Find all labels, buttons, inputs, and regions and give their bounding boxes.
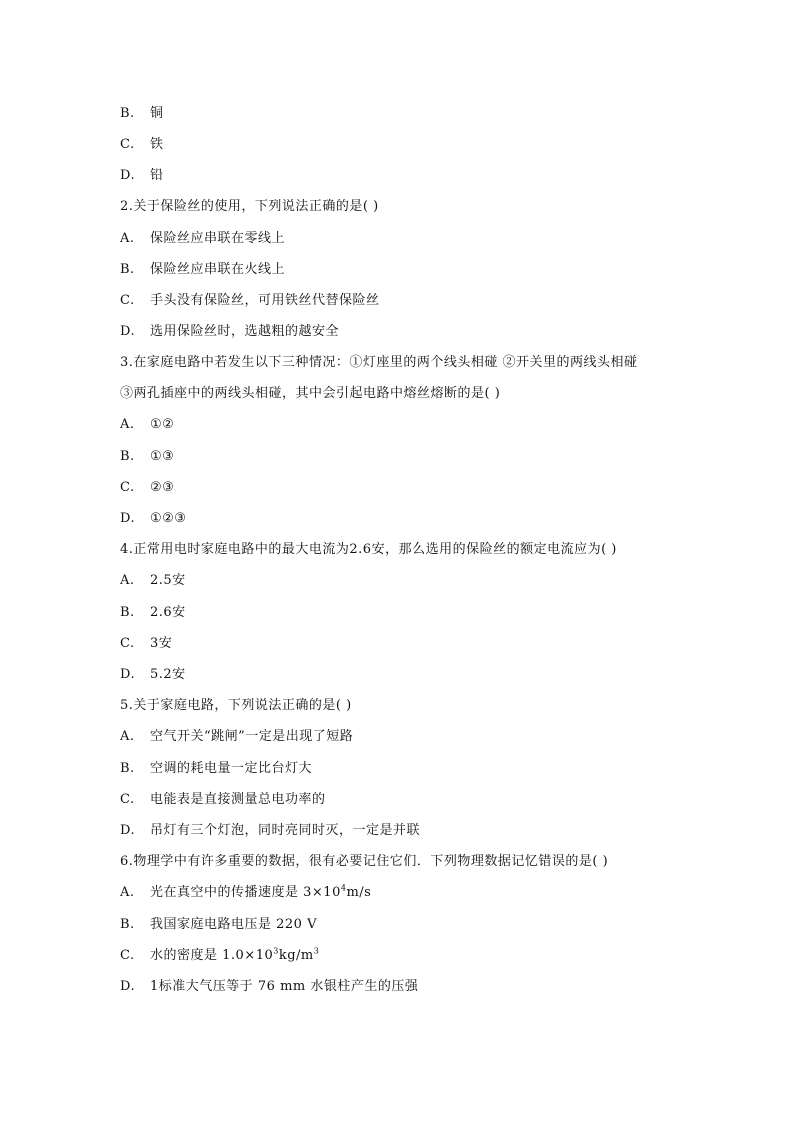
q5-stem [120,698,352,714]
question-text: 6.物理学中有许多重要的数据，很有必要记住它们．下列物理数据记忆错误的是( ) [120,854,609,869]
q6-option-c [120,948,319,964]
option-text-pre: 水的密度是 1.0×10 [150,948,274,963]
q2-option-c [120,293,380,309]
q3-stem-line2 [120,386,500,402]
option-text-post: m/s [346,885,372,900]
question-text: 2.关于保险丝的使用，下列说法正确的是( ) [120,199,379,214]
option-letter: B. [120,917,135,932]
option-text: ①②③ [150,511,187,526]
q4-option-a [120,573,186,589]
option-text: 保险丝应串联在零线上 [150,231,286,246]
option-letter: D. [120,667,136,682]
q3-option-b [120,449,174,465]
option-letter: A. [120,573,135,588]
q4-option-d [120,667,186,683]
q3-option-d [120,511,186,527]
option-text [150,885,371,901]
option-letter: B. [120,262,135,277]
option-text: 5.2安 [150,667,186,682]
q3-option-a [120,417,174,433]
option-letter: D. [120,168,136,183]
q4-option-b [120,605,186,621]
option-text: 3安 [150,636,173,651]
option-text-pre: 光在真空中的传播速度是 3×10 [150,885,341,900]
q5-option-b [120,761,312,777]
option-letter: B. [120,449,135,464]
option-text: 空调的耗电量一定比台灯大 [150,761,313,776]
q6-stem [120,854,608,870]
option-letter: A. [120,729,135,744]
q2-option-d [120,324,339,340]
option-text: 空气开关“跳闸”一定是出现了短路 [150,729,354,744]
option-letter: B. [120,761,135,776]
option-letter: C. [120,636,135,651]
question-text: 4.正常用电时家庭电路中的最大电流为2.6安，那么选用的保险丝的额定电流应为( ) [120,542,617,557]
q3-option-c [120,480,174,496]
option-text: ①② [150,417,175,432]
q1-option-b [120,106,164,122]
q2-stem [120,199,379,215]
q5-option-a [120,729,353,745]
question-text: 5.关于家庭电路，下列说法正确的是( ) [120,698,352,713]
q1-option-c [120,137,164,153]
option-text: 电能表是直接测量总电功率的 [150,792,326,807]
q3-stem-line1 [120,355,638,371]
option-text: ①③ [150,449,175,464]
option-text: 选用保险丝时，选越粗的越安全 [150,324,340,339]
option-text: 保险丝应串联在火线上 [150,262,286,277]
option-letter: D. [120,823,136,838]
option-text: 铜 [150,106,164,121]
option-text: 我国家庭电路电压是 220 V [150,917,317,932]
option-letter: C. [120,948,135,963]
q5-option-d [120,823,420,839]
option-letter: D. [120,979,136,994]
option-letter: B. [120,106,135,121]
option-text: 吊灯有三个灯泡，同时亮同时灭，一定是并联 [150,823,421,838]
option-text-unit: kg/m [278,948,314,963]
question-text: 3.在家庭电路中若发生以下三种情况：①灯座里的两个线头相碰 ②开关里的两线头相碰 [120,355,638,370]
option-text: 2.5安 [150,573,186,588]
option-text: 手头没有保险丝，可用铁丝代替保险丝 [150,293,380,308]
option-letter: A. [120,417,135,432]
option-letter: C. [120,293,135,308]
exponent: 4 [340,883,347,893]
exponent: 3 [273,946,279,956]
q4-option-c [120,636,172,652]
unit-exponent: 3 [313,946,320,956]
option-text: ②③ [150,480,175,495]
option-text: 2.6安 [150,605,186,620]
option-letter: D. [120,511,136,526]
q6-option-a [120,885,371,901]
question-text: ③两孔插座中的两线头相碰，其中会引起电路中熔丝熔断的是( ) [120,386,501,401]
option-text: 铅 [150,168,164,183]
q6-option-d [120,979,418,995]
option-letter: D. [120,324,136,339]
q1-option-d [120,168,164,184]
option-text: 铁 [150,137,164,152]
option-letter: C. [120,137,135,152]
option-letter: B. [120,605,135,620]
option-letter: C. [120,792,135,807]
q2-option-b [120,262,285,278]
q6-option-b [120,917,317,933]
option-text: 1标准大气压等于 76 mm 水银柱产生的压强 [150,979,419,994]
q2-option-a [120,231,285,247]
option-letter: A. [120,231,135,246]
option-text [150,948,319,964]
option-letter: A. [120,885,135,900]
option-letter: C. [120,480,135,495]
q5-option-c [120,792,326,808]
q4-stem [120,542,617,558]
